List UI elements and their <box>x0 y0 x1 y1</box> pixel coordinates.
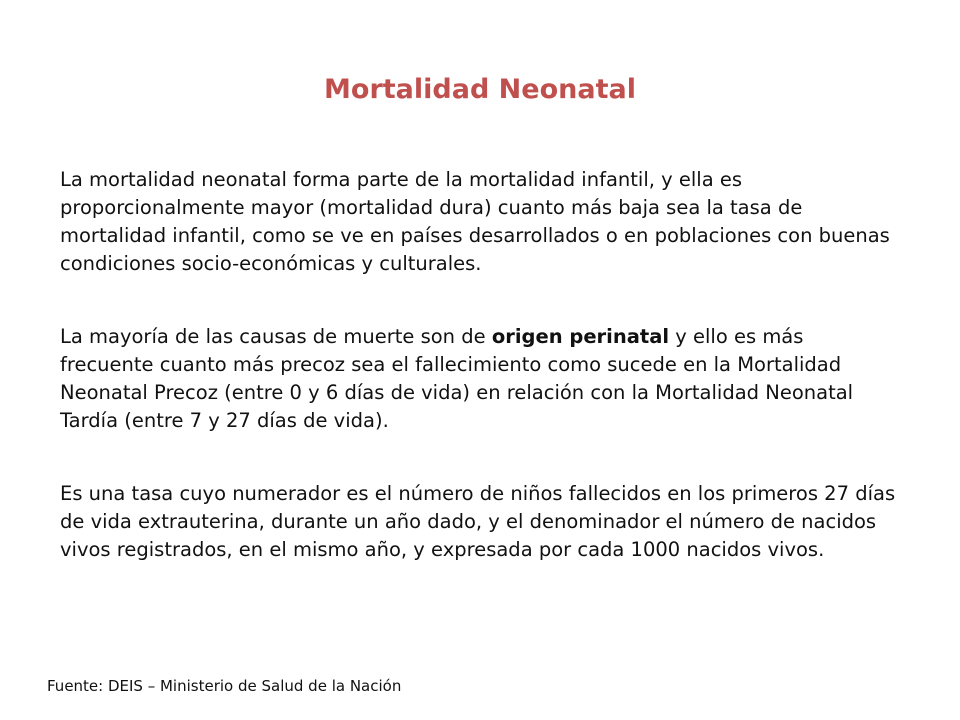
paragraph-causes-start: La mayoría de las causas de muerte son de <box>60 325 492 348</box>
paragraph-causes <box>60 323 900 435</box>
slide-title: Mortalidad Neonatal <box>324 74 636 105</box>
paragraph-causes-end: y ello es más frecuente cuanto más precoz sea el fallecimiento como sucede en la Mortalidad Neonatal Precoz (entre 0 y 6 días de vida) en relación con la Mortalidad Neonatal Tardía (entre 7 y 27 días de vida). <box>60 325 854 432</box>
paragraph-causes-emphasis: origen perinatal <box>491 325 670 348</box>
slide-body <box>60 166 900 609</box>
paragraph-definition: La mortalidad neonatal forma parte de la mortalidad infantil, y ella es proporcionalmente mayor (mortalidad dura) cuanto más baja sea la tasa de mortalidad infantil, como se ve en países desarrollados o en poblaciones con buenas condiciones socio-económicas y culturales. <box>60 168 890 275</box>
source-citation: Fuente: DEIS – Ministerio de Salud de la Nación <box>47 677 402 695</box>
paragraph-rate-formula: Es una tasa cuyo numerador es el número de niños fallecidos en los primeros 27 días de vida extrauterina, durante un año dado, y el denominador el número de nacidos vivos registrados, en el mismo año, y expresada por cada 1000 nacidos vivos. <box>60 482 896 561</box>
